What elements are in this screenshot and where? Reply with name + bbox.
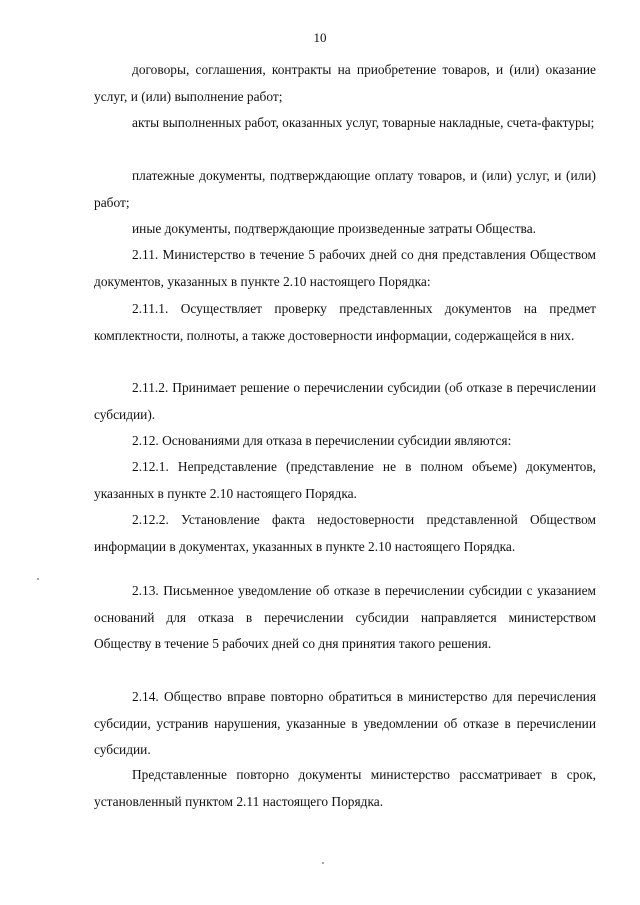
scan-speck: [322, 862, 324, 864]
paragraph-2-11-2: 2.11.2. Принимает решение о перечислении субсидии (об отказе в перечислении субсидии).: [94, 380, 596, 422]
paragraph-2-13: 2.13. Письменное уведомление об отказе в перечислении субсидии с указанием оснований для отказа в перечислении субсидии направляется министерством Обществу в течение 5 рабочих дней со дня принятия такого решения.: [94, 583, 596, 651]
paragraph-2-12-2: 2.12.2. Установление факта недостоверности представленной Обществом информации в документах, указанных в пункте 2.10 настоящего Порядка.: [94, 512, 596, 554]
paragraph-2-12-1: 2.12.1. Непредставление (представление не в полном объеме) документов, указанных в пункте 2.10 настоящего Порядка.: [94, 459, 596, 501]
paragraph-other-documents: иные документы, подтверждающие произведенные затраты Общества.: [132, 221, 536, 236]
paragraph-2-11: 2.11. Министерство в течение 5 рабочих дней со дня представления Обществом документов, указанных в пункте 2.10 настоящего Порядка:: [94, 247, 596, 289]
paragraph-payment-documents: платежные документы, подтверждающие оплату товаров, и (или) услуг, и (или) работ;: [94, 168, 596, 210]
paragraph-contracts: договоры, соглашения, контракты на приобретение товаров, и (или) оказание услуг, и (или) выполнение работ;: [94, 62, 596, 104]
paragraph-2-14: 2.14. Общество вправе повторно обратиться в министерство для перечисления субсидии, устранив нарушения, указанные в уведомлении об отказе в перечислении субсидии.: [94, 689, 596, 757]
paragraph-2-12: 2.12. Основаниями для отказа в перечислении субсидии являются:: [132, 433, 512, 448]
paragraph-resubmission: Представленные повторно документы министерство рассматривает в срок, установленный пунктом 2.11 настоящего Порядка.: [94, 767, 596, 809]
paragraph-2-11-1: 2.11.1. Осуществляет проверку представленных документов на предмет комплектности, полноты, а также достоверности информации, содержащейся в них.: [94, 301, 596, 343]
scan-speck: [37, 578, 39, 580]
page-number: 10: [313, 30, 327, 45]
paragraph-acts: акты выполненных работ, оказанных услуг, товарные накладные, счета-фактуры;: [132, 115, 595, 130]
